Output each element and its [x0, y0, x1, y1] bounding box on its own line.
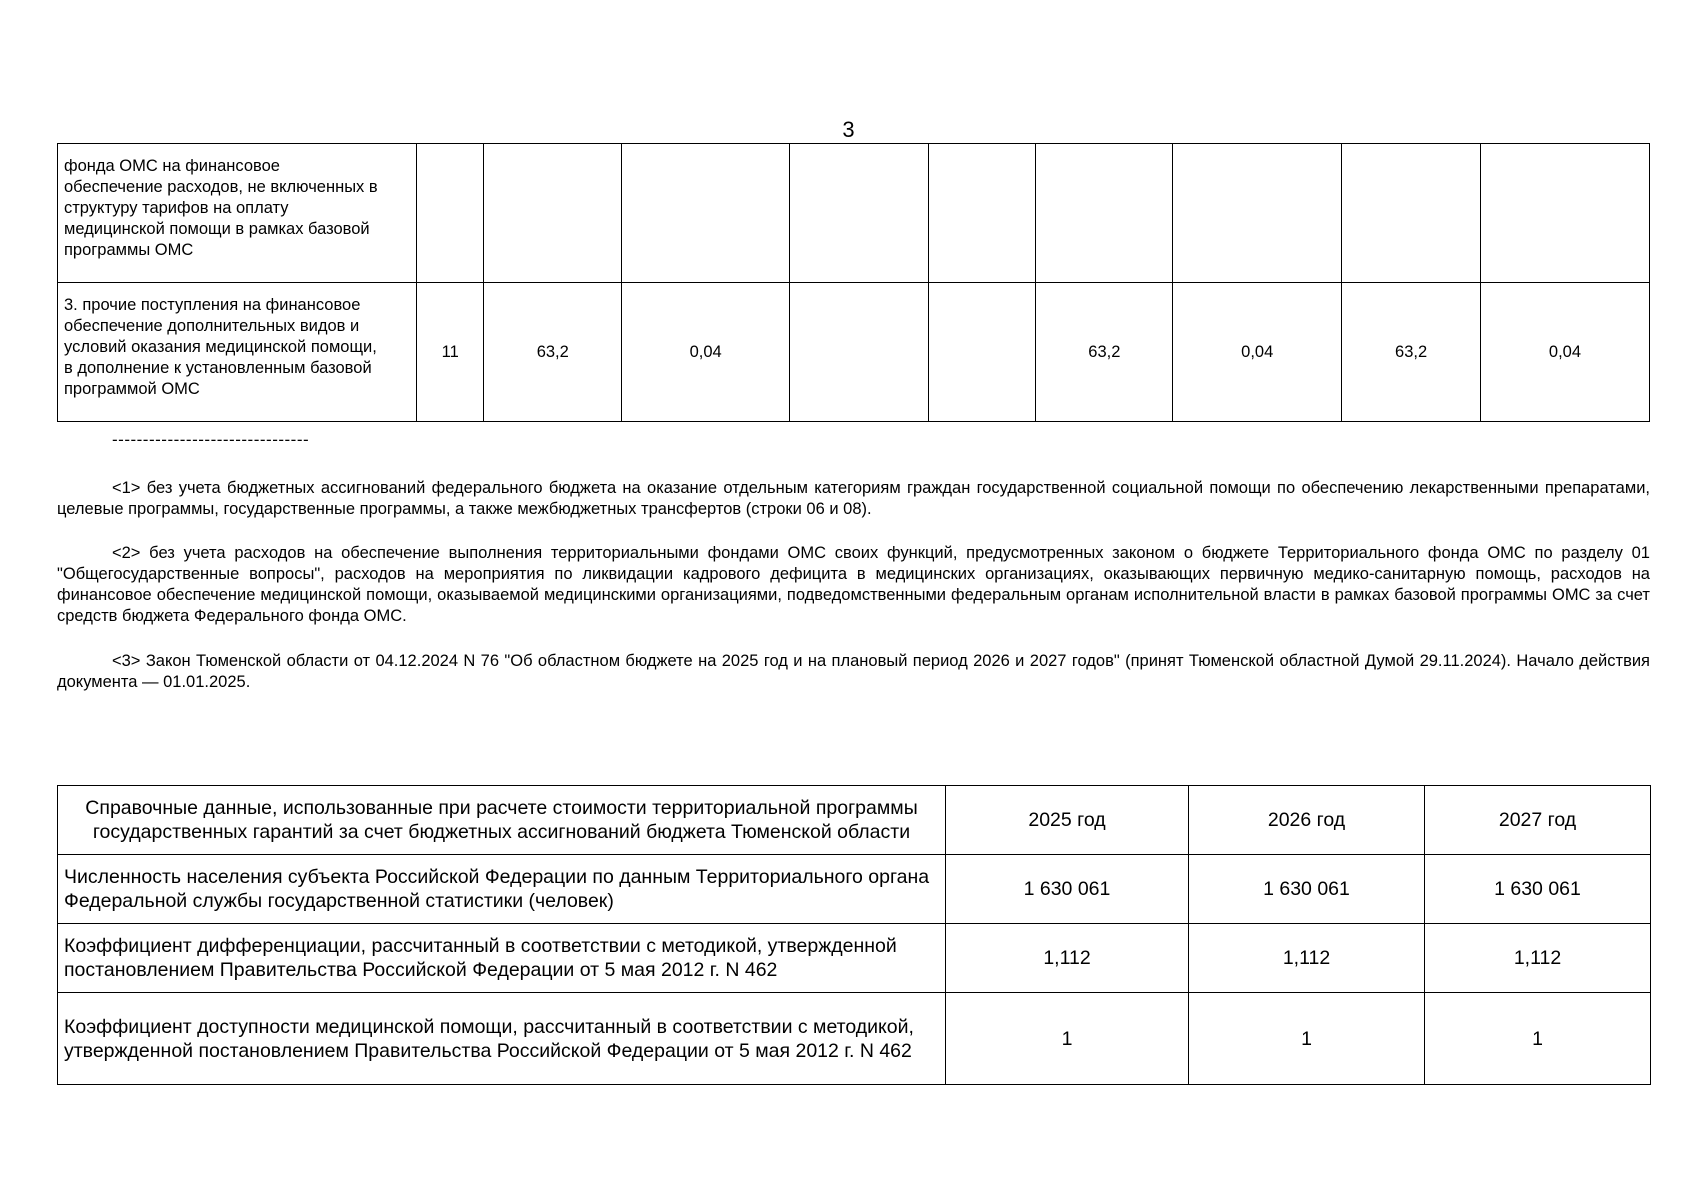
cell-value: [790, 144, 929, 283]
row-label: 3. прочие поступления на финансовое обеспечение дополнительных видов и условий оказания медицинской помощи, в дополнение к установленным базовой программой ОМС: [58, 283, 417, 422]
footnote-2: <2> без учета расходов на обеспечение выполнения территориальными фондами ОМС своих функций, предусмотренных законом о бюджете Территориального фонда ОМС по разделу 01 "Общегосударственные вопросы", расходов на мероприятия по ликвидации кадрового дефицита в медицинских организациях, оказывающих первичную медико-санитарную помощь, расходов на финансовое обеспечение медицинской помощи, оказываемой медицинскими организациями, подведомственными федеральным органам исполнительной власти в рамках базовой программы ОМС за счет средств бюджета Федерального фонда ОМС.: [57, 544, 1650, 625]
table-row: [58, 283, 1650, 422]
cell-value: 1: [1189, 993, 1425, 1085]
table-row: [58, 855, 1651, 924]
page-number: 3: [842, 117, 855, 142]
cell-value: 63,2: [484, 283, 622, 422]
footnote-1: <1> без учета бюджетных ассигнований федерального бюджета на оказание отдельным категориям граждан государственной социальной помощи по обеспечению лекарственными препаратами, целевые программы, государственные программы, а также межбюджетных трансфертов (строки 06 и 08).: [57, 479, 1650, 518]
header-label: Справочные данные, использованные при расчете стоимости территориальной программы государственных гарантий за счет бюджетных ассигнований бюджета Тюменской области: [58, 786, 946, 855]
cell-value: [1036, 144, 1173, 283]
header-year: 2026 год: [1189, 786, 1425, 855]
cell-value: [484, 144, 622, 283]
table-row: [58, 144, 1650, 283]
cell-value: 1: [946, 993, 1189, 1085]
cell-value: 0,04: [1480, 283, 1649, 422]
cell-value: 1,112: [1425, 924, 1651, 993]
cell-value: 63,2: [1036, 283, 1173, 422]
row-label: Коэффициент дифференциации, рассчитанный в соответствии с методикой, утвержденной постановлением Правительства Российской Федерации от 5 мая 2012 г. N 462: [58, 924, 946, 993]
cell-value: [1480, 144, 1649, 283]
footnote-3: <3> Закон Тюменской области от 04.12.2024 N 76 "Об областном бюджете на 2025 год и на плановый период 2026 и 2027 годов" (принят Тюменской областной Думой 29.11.2024). Начало действия документа — 01.01.2025.: [57, 652, 1650, 691]
row-label: Коэффициент доступности медицинской помощи, рассчитанный в соответствии с методикой, утвержденной постановлением Правительства Российской Федерации от 5 мая 2012 г. N 462: [58, 993, 946, 1085]
cell-value: [928, 283, 1036, 422]
cell-value: 1,112: [1189, 924, 1425, 993]
financing-table: [57, 143, 1650, 422]
cell-value: 1 630 061: [1425, 855, 1651, 924]
cell-value: 1,112: [946, 924, 1189, 993]
reference-data-table: [57, 785, 1651, 1085]
table-row: [58, 924, 1651, 993]
footnote-separator: --------------------------------: [112, 430, 310, 449]
cell-value: 1 630 061: [946, 855, 1189, 924]
row-label: фонда ОМС на финансовое обеспечение расходов, не включенных в структуру тарифов на оплату медицинской помощи в рамках базовой программы ОМС: [58, 144, 417, 283]
cell-value: 1 630 061: [1189, 855, 1425, 924]
cell-value: [928, 144, 1036, 283]
row-label: Численность населения субъекта Российской Федерации по данным Территориального органа Федеральной службы государственной статистики (человек): [58, 855, 946, 924]
cell-value: [1342, 144, 1481, 283]
cell-line-code: 11: [417, 283, 484, 422]
cell-value: 0,04: [622, 283, 790, 422]
table-row: [58, 993, 1651, 1085]
cell-line-code: [417, 144, 484, 283]
cell-value: [790, 283, 929, 422]
table-header-row: [58, 786, 1651, 855]
header-year: 2027 год: [1425, 786, 1651, 855]
header-year: 2025 год: [946, 786, 1189, 855]
cell-value: [1173, 144, 1342, 283]
cell-value: 1: [1425, 993, 1651, 1085]
cell-value: 63,2: [1342, 283, 1481, 422]
cell-value: 0,04: [1173, 283, 1342, 422]
cell-value: [622, 144, 790, 283]
